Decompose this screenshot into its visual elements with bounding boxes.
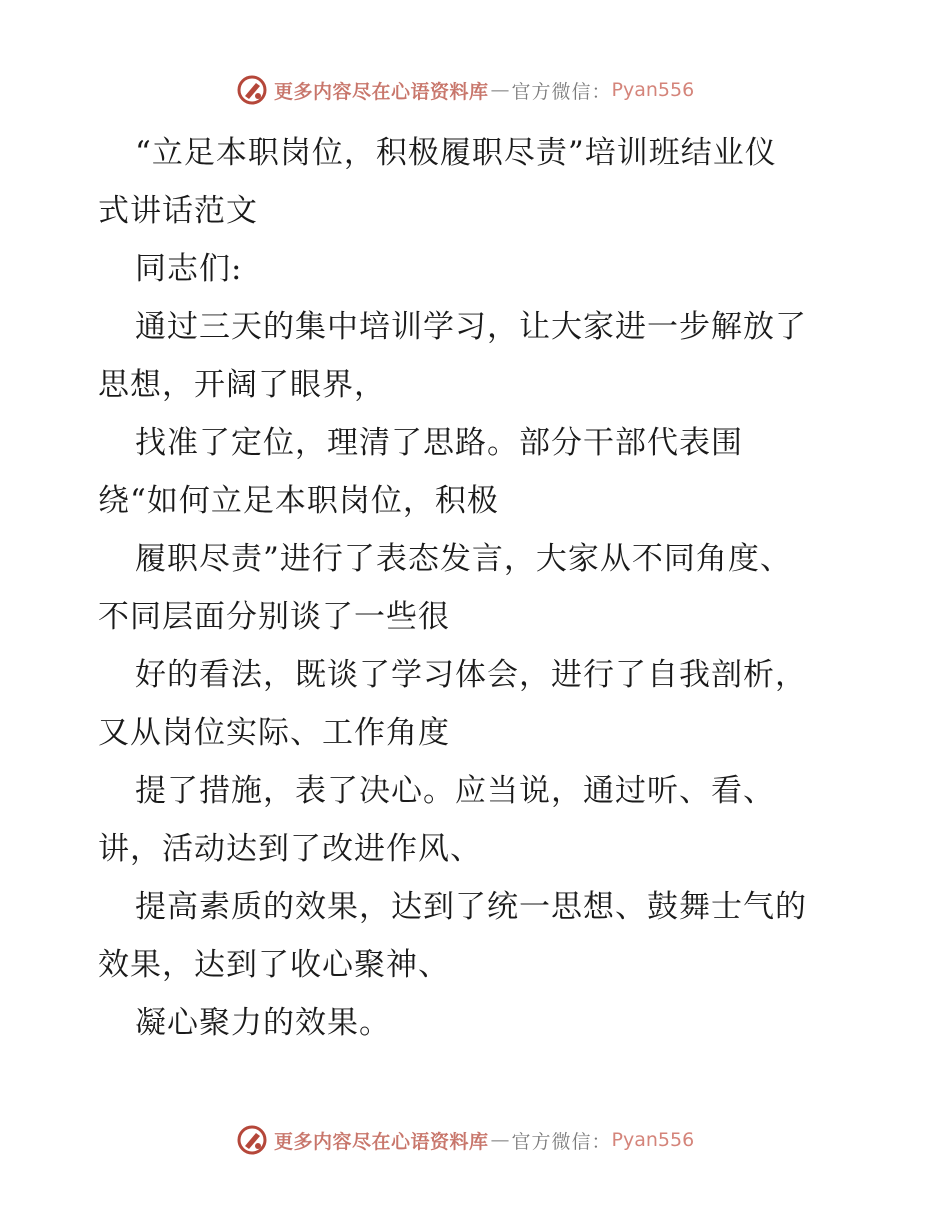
title-line-2: 式讲话范文 <box>98 193 258 229</box>
body-line: 提了措施，表了决心。应当说，通过听、看、 <box>135 773 775 809</box>
body-line: 讲，活动达到了改进作风、 <box>98 831 482 867</box>
body-line: 思想，开阔了眼界， <box>98 367 386 403</box>
document-body <box>98 124 858 1052</box>
red-seal-logo-icon <box>236 74 268 106</box>
body-line: 又从岗位实际、工作角度 <box>98 715 450 751</box>
salutation: 同志们: <box>135 251 243 287</box>
watermark-wechat-id: Pyan556 <box>611 79 695 101</box>
body-line: 凝心聚力的效果。 <box>135 1005 391 1041</box>
watermark-dash: — <box>490 79 510 101</box>
watermark-contact: 官方微信： <box>511 80 612 103</box>
watermark-brand: 更多内容尽在心语资料库 <box>274 80 489 103</box>
watermark-wechat-id: Pyan556 <box>611 1129 695 1151</box>
red-seal-logo-icon <box>236 1124 268 1156</box>
header-watermark <box>236 72 694 108</box>
body-line: 履职尽责”进行了表态发言，大家从不同角度、 <box>135 541 792 577</box>
body-line: 绕“如何立足本职岗位，积极 <box>98 483 499 519</box>
body-line: 不同层面分别谈了一些很 <box>98 599 450 635</box>
watermark-contact: 官方微信： <box>511 1130 612 1153</box>
footer-watermark <box>236 1122 694 1158</box>
watermark-dash: — <box>490 1129 510 1151</box>
body-line: 提高素质的效果，达到了统一思想、鼓舞士气的 <box>135 889 807 925</box>
body-line: 效果，达到了收心聚神、 <box>98 947 450 983</box>
watermark-brand: 更多内容尽在心语资料库 <box>274 1130 489 1153</box>
body-line: 通过三天的集中培训学习，让大家进一步解放了 <box>135 309 807 345</box>
title-line-1: “立足本职岗位，积极履职尽责”培训班结业仪 <box>135 135 777 171</box>
body-line: 好的看法，既谈了学习体会，进行了自我剖析， <box>135 657 807 693</box>
body-line: 找准了定位，理清了思路。部分干部代表围 <box>135 425 743 461</box>
